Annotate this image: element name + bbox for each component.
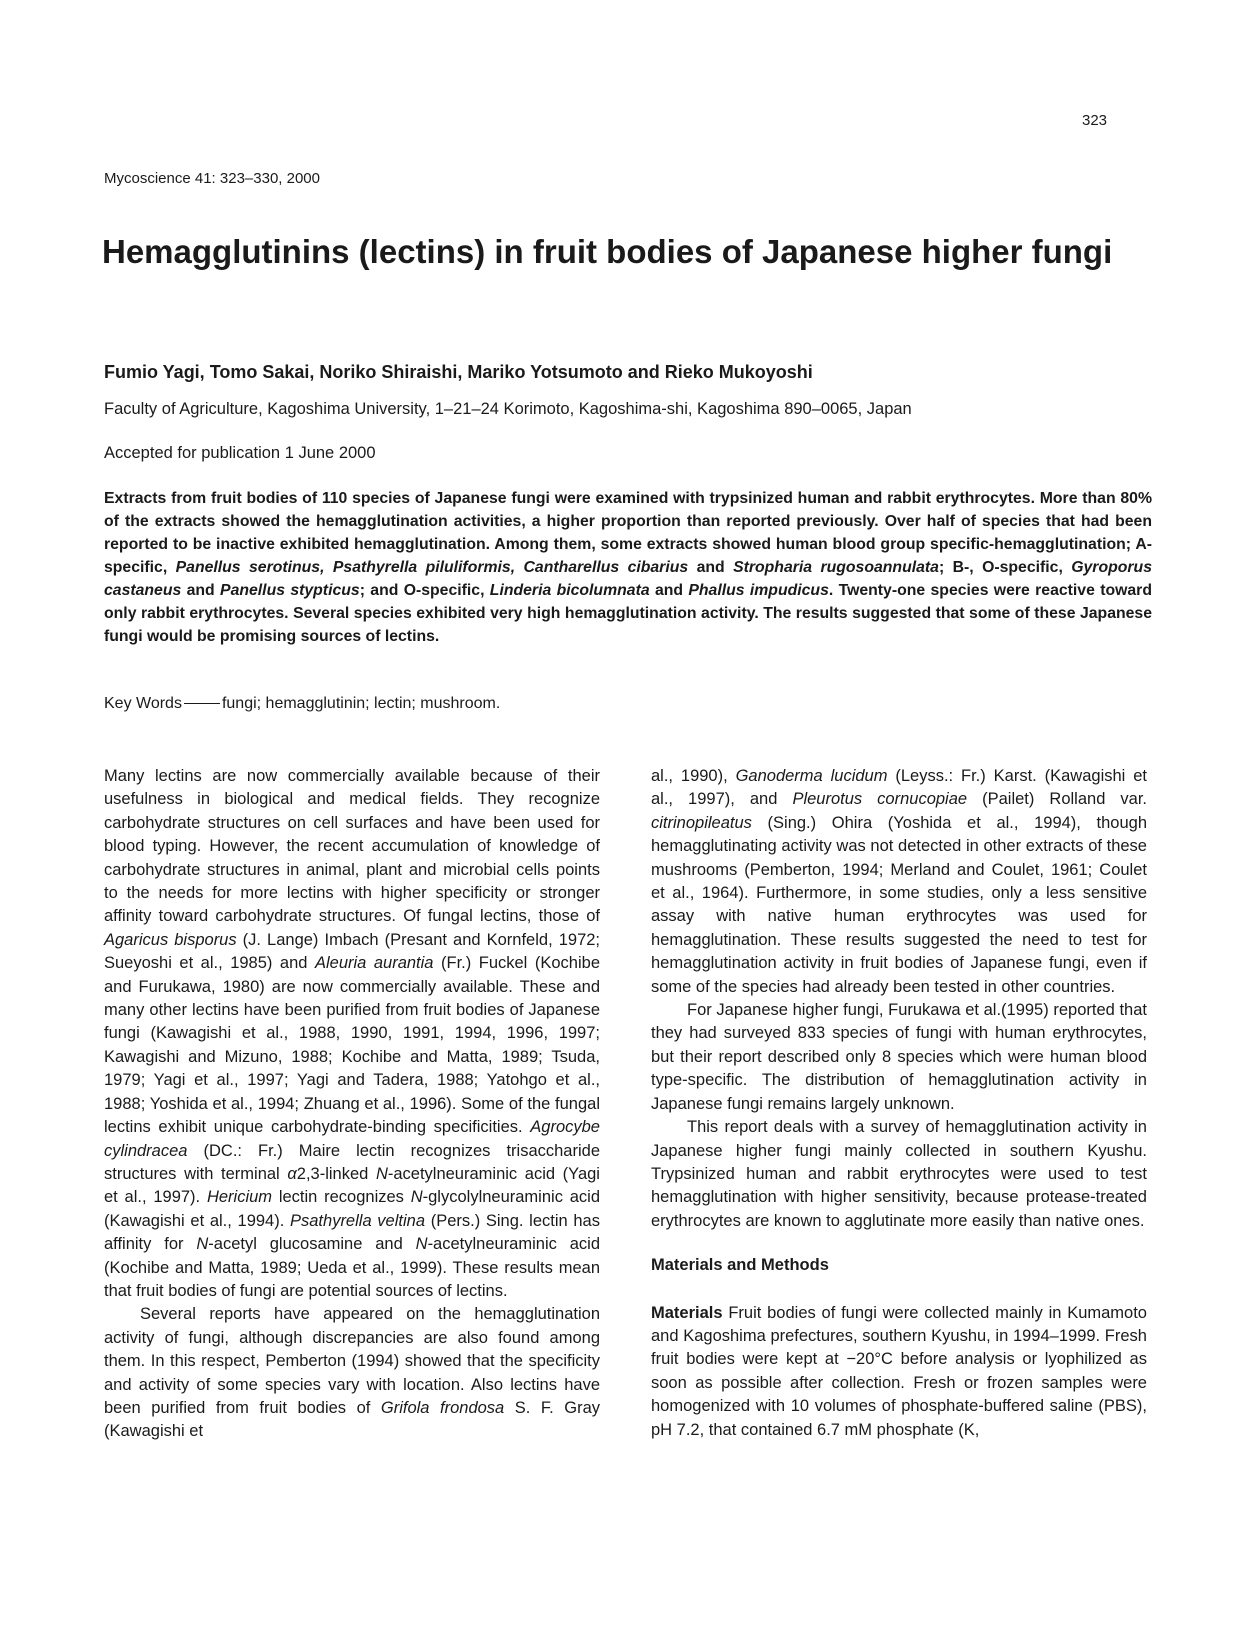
italic-term: citrinopileatus [651,813,752,832]
article-title: Hemagglutinins (lectins) in fruit bodies of Japanese higher fungi [102,233,1113,270]
text-run: Several reports have appeared on the hemagglutination activity of fungi, although discrepancies are also found among them. In this respect, Pemberton (1994) showed that the specificity and activity of some species vary with location. Also lectins have been purified from fruit bodies of [104,1305,600,1417]
italic-term: N [415,1235,428,1254]
section-heading: Materials and Methods [651,1256,829,1275]
italic-term: Phallus impudicus [688,582,829,599]
text-run: For Japanese higher fungi, Furukawa et al.(1995) reported that they had surveyed 833 species of fungi with human erythrocytes, but their report described only 8 species which were human blood type-specific. The distribution of hemagglutination activity in Japanese fungi remains largely unknown. [651,1001,1147,1113]
italic-term: Linderia bicolumnata [489,582,650,599]
text-run: Many lectins are now commercially available because of their usefulness in biological and medical fields. They recognize carbohydrate structures on cell surfaces and have been used for blood typing. However, the recent accumulation of knowledge of carbohydrate structures in animal, plant and microbial cells points to the needs for more lectins with higher specificity or stronger affinity toward carbohydrate structures. Of fungal lectins, those of [104,767,600,926]
italic-term: Agrocybe cylindracea [104,1118,600,1160]
italic-term: N [375,1164,388,1183]
text-run: -acetylneuraminic acid (Kochibe and Matta, 1989; Ueda et al., 1999). These results mean that fruit bodies of fungi are potential sources of lectins. [104,1235,600,1300]
text-run: (Pers.) Sing. lectin has affinity for [104,1211,600,1254]
accepted-date: Accepted for publication 1 June 2000 [104,444,376,462]
run-in-heading: Materials [651,1303,723,1322]
text-run: -acetylneuraminic acid (Yagi et al., 1997). [104,1164,600,1207]
text-run: -acetyl glucosamine and [208,1235,416,1254]
keywords-label: Key Words [104,695,182,712]
text-run: This report deals with a survey of hemagglutination activity in Japanese higher fungi mainly collected in southern Kyushu. Trypsinized human and rabbit erythrocytes were used to test hemagglutination with higher sensitivity, because protease-treated erythrocytes are known to agglutinate more easily than native ones. [651,1118,1147,1230]
italic-term: Psathyrella veltina [290,1211,426,1230]
italic-term: Stropharia rugosoannulata [733,559,939,576]
text-run: (Pailet) Rolland var. [967,790,1147,809]
body-paragraph [651,1116,1147,1233]
journal-citation: Mycoscience 41: 323–330, 2000 [104,170,320,187]
italic-term: Aleuria aurantia [314,954,434,973]
text-run: ; and O-specific, [359,582,490,599]
italic-term: Gyroporus castaneus [104,559,1152,599]
text-run: (Leyss.: Fr.) Karst. (Kawagishi et al., 1997), and [651,767,1147,809]
page-number: 323 [1082,112,1108,129]
italic-term: α [287,1164,297,1183]
text-run: ; B-, O-specific, [938,559,1072,576]
keywords-list: fungi; hemagglutinin; lectin; mushroom. [221,695,501,712]
text-run: S. F. Gray (Kawagishi et [104,1398,600,1441]
body-paragraph [104,1303,600,1443]
text-run: and [688,559,734,576]
abstract [104,487,1152,648]
italic-term: Ganoderma lucidum [735,767,888,785]
body-column-right [651,765,1147,1442]
body-paragraph [651,765,1147,999]
text-run: (J. Lange) Imbach (Presant and Kornfeld, 1972; Sueyoshi et al., 1985) and [104,930,601,973]
text-run: Fruit bodies of fungi were collected mainly in Kumamoto and Kagoshima prefectures, southern Kyushu, in 1994–1999. Fresh fruit bodies were kept at −20°C before analysis or lyophilized as soon as possible after collection. Fresh or frozen samples were homogenized with 10 volumes of phosphate-buffered saline (PBS), pH 7.2, that contained 6.7 mM phosphate (K, [651,1303,1147,1439]
italic-term: N [196,1235,209,1254]
text-run: 2,3-linked [296,1164,376,1183]
body-paragraph [104,765,600,1303]
text-run: (Fr.) Fuckel (Kochibe and Furukawa, 1980) are now commercially available. These and many other lectins have been purified from fruit bodies of Japanese fungi (Kawagishi et al., 1988, 1990, 1991, 1994, 1996, 1997; Kawagishi and Mizuno, 1988; Kochibe and Matta, 1989; Tsuda, 1979; Yagi et al., 1997; Yagi and Tadera, 1988; Yatohgo et al., 1988; Yoshida et al., 1994; Zhuang et al., 1996). Some of the fungal lectins exhibit unique carbohydrate-binding specificities. [104,954,600,1137]
text-run: (DC.: Fr.) Maire lectin recognizes trisaccharide structures with terminal [104,1141,600,1183]
italic-term: Agaricus bisporus [104,930,237,949]
keywords [104,695,500,713]
text-run: -glycolylneuraminic acid (Kawagishi et al., 1994). [104,1188,600,1230]
text-run: Extracts from fruit bodies of 110 species of Japanese fungi were examined with trypsinized human and rabbit erythrocytes. More than 80% of the extracts showed the hemagglutination activities, a higher proportion than reported previously. Over half of species that had been reported to be inactive exhibited hemagglutination. Among them, some extracts showed human blood group specific-hemagglutination; A-specific, [104,490,1152,576]
text-run: . Twenty-one species were reactive toward only rabbit erythrocytes. Several species exhibited very high hemagglutination activity. The results suggested that some of these Japanese fungi would be promising sources of lectins. [104,582,1152,645]
text-run: and [181,582,221,599]
italic-term: N [410,1188,423,1207]
italic-term: Grifola frondosa [380,1398,505,1417]
text-run: (Sing.) Ohira (Yoshida et al., 1994), though hemagglutinating activity was not detected in other extracts of these mushrooms (Pemberton, 1994; Merland and Coulet, 1961; Coulet et al., 1964). Furthermore, in some studies, only a less sensitive assay with native human erythrocytes was used for hemagglutination. These results suggested the need to test for hemagglutination activity in fruit bodies of Japanese fungi, even if some of the species had already been tested in other countries. [651,813,1147,996]
body-paragraph [651,999,1147,1116]
italic-term: Hericium [206,1188,273,1207]
body-paragraph [651,1302,1147,1442]
author-list: Fumio Yagi, Tomo Sakai, Noriko Shiraishi, Mariko Yotsumoto and Rieko Mukoyoshi [104,362,813,382]
italic-term: Panellus stypticus [220,582,360,599]
text-run: lectin recognizes [272,1188,411,1207]
affiliation: Faculty of Agriculture, Kagoshima University, 1–21–24 Korimoto, Kagoshima-shi, Kagoshima 890–0065, Japan [104,400,912,418]
italic-term: Pleurotus cornucopiae [792,790,968,809]
keywords-dash [184,703,220,704]
italic-term: Panellus serotinus, Psathyrella piluliformis, Cantharellus cibarius [175,559,689,576]
text-run: and [649,582,689,599]
body-column-left [104,765,600,1444]
text-run: al., 1990), [651,767,736,785]
